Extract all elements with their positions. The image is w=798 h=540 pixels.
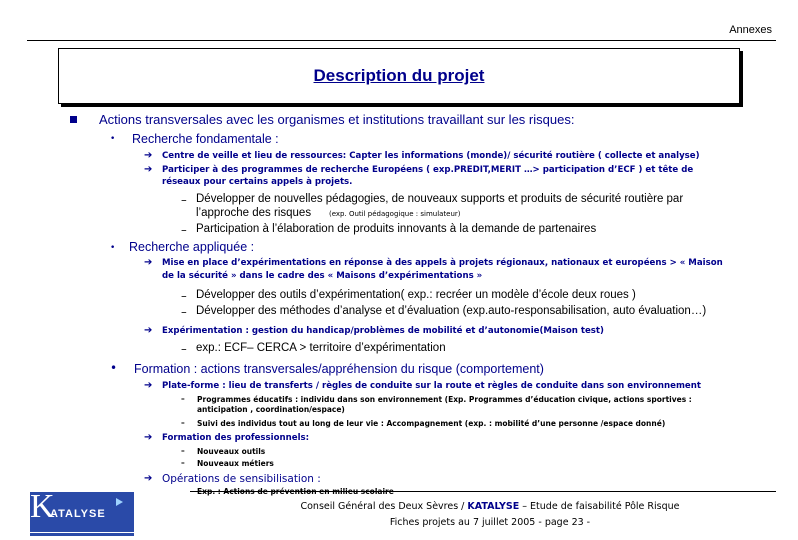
ra-arrow-1-line2: de la sécurité » dans le cadre des « Maisons d’expérimentations » <box>162 271 483 281</box>
footer-line-2: Fiches projets au 7 juillet 2005 - page 23 - <box>389 517 591 528</box>
dash-marker: – <box>181 289 187 303</box>
arrow-right-icon: ➔ <box>144 380 153 391</box>
rf-arrow-2-line2: réseaux pour certains appels à projets. <box>162 177 353 187</box>
arrow-right-icon: ➔ <box>144 257 153 268</box>
rf-dash-2: Participation à l’élaboration de produits innovants à la demande de partenaires <box>196 223 597 235</box>
dash-marker: – <box>181 223 187 237</box>
logo-letter: K <box>30 488 55 525</box>
rf-arrow-1: Centre de veille et lieu de ressources: Capter les informations (monde)/ sécurité routière ( collecte et analyse) <box>162 151 700 161</box>
footer-org-suffix: – Etude de faisabilité Pôle Risque <box>519 501 680 512</box>
header-rule <box>27 40 776 41</box>
recherche-fondamentale-label: Recherche fondamentale : <box>132 132 279 146</box>
ra-dash-1: Développer des outils d’expérimentation( exp.: recréer un modèle d’école deux roues ) <box>196 289 636 301</box>
ra-dash-3: exp.: ECF– CERCA > territoire d’expérimentation <box>196 342 446 354</box>
fo-sub-3: Nouveaux outils <box>197 447 266 456</box>
fo-arrow-1: Plate-forme : lieu de transferts / règles de conduite sur la route et règles de conduite dans son environnement <box>162 381 701 391</box>
fo-sub-2: Suivi des individus tout au long de leur vie : Accompagnement (exp. : mobilité d’une personne /espace donné) <box>197 419 666 428</box>
dash-marker: – <box>181 394 185 403</box>
dash-marker: – <box>181 193 187 207</box>
arrow-right-icon: ➔ <box>144 164 153 175</box>
fo-arrow-3: Opérations de sensibilisation : <box>162 473 321 485</box>
footer-line-1 <box>190 501 790 512</box>
arrow-right-icon: ➔ <box>144 325 153 336</box>
fo-sub-4: Nouveaux métiers <box>197 459 274 468</box>
play-triangle-icon <box>116 498 123 506</box>
rf-dash-1-line2: l’approche des risques <box>196 207 312 219</box>
page-title: Description du projet <box>313 66 485 85</box>
dash-marker: – <box>181 342 187 356</box>
footer-org-prefix: Conseil Général des Deux Sèvres / <box>300 501 468 512</box>
rf-arrow-2-line1: Participer à des programmes de recherche Européens ( exp.PREDIT,MERIT …> participation d’ECF ) et tête de <box>162 165 694 175</box>
formation-label: Formation : actions transversales/appréhension du risque (comportement) <box>134 362 544 376</box>
square-bullet-icon <box>70 116 77 123</box>
arrow-right-icon: ➔ <box>144 432 153 443</box>
dash-marker: – <box>181 446 185 455</box>
fo-sub-1-line1: Programmes éducatifs : individu dans son environnement (Exp. Programmes d’éducation civique, actions sportives : <box>197 395 692 404</box>
footer-brand: KATALYSE <box>467 501 520 512</box>
fo-sub-1-line2: anticipation , coordination/espace) <box>197 405 345 414</box>
arrow-right-icon: ➔ <box>144 473 153 484</box>
dash-marker: – <box>181 418 185 427</box>
logo-underline <box>30 533 134 536</box>
footer-rule <box>190 491 776 492</box>
dash-marker: – <box>181 305 187 319</box>
recherche-appliquee-label: Recherche appliquée : <box>129 240 255 254</box>
ra-dash-2: Développer des méthodes d’analyse et d’évaluation (exp.auto-responsabilisation, auto évaluation…) <box>196 305 707 317</box>
dot-bullet-icon: • <box>110 134 116 144</box>
rf-dash-1-note: (exp. Outil pédagogique : simulateur) <box>329 210 461 218</box>
rf-dash-1-line1: Développer de nouvelles pédagogies, de nouveaux supports et produits de sécurité routière par <box>196 193 684 205</box>
fo-sub-5: Exp. : Actions de prévention en milieu scolaire <box>197 487 394 496</box>
header-label: Annexes <box>729 24 772 36</box>
dash-marker: – <box>181 458 185 467</box>
arrow-right-icon: ➔ <box>144 150 153 161</box>
ra-arrow-1-line1: Mise en place d’expérimentations en réponse à des appels à projets régionaux, nationaux et européens > « Maison <box>162 258 723 268</box>
dot-bullet-icon: • <box>110 243 116 253</box>
ra-arrow-2: Expérimentation : gestion du handicap/problèmes de mobilité et d’autonomie(Maison test) <box>162 326 604 336</box>
logo-text: ATALYSE <box>50 508 106 520</box>
dot-bullet-icon: • <box>110 361 118 375</box>
fo-arrow-2: Formation des professionnels: <box>162 433 310 443</box>
section-heading: Actions transversales avec les organismes et institutions travaillant sur les risques: <box>99 112 575 127</box>
